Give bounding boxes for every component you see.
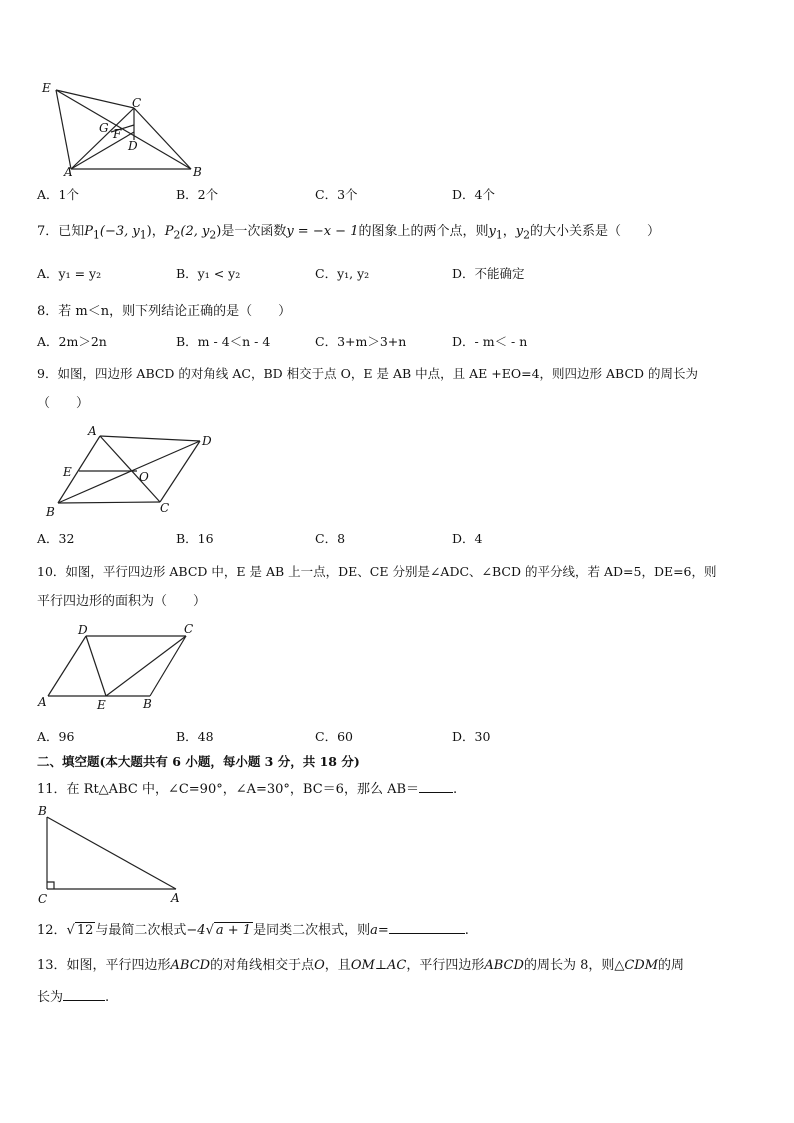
q6-option-c: C．3个 (315, 187, 358, 202)
q9-option-b: B．16 (176, 531, 214, 546)
q10-option-d: D．30 (452, 729, 491, 744)
q7-option-a: A．y₁ = y₂ (37, 266, 102, 281)
q11-label-a: A (171, 891, 180, 905)
sqrt-icon: √ (66, 923, 75, 938)
q12-answer-blank[interactable] (389, 921, 465, 934)
q10-stem: 10．如图，平行四边形 ABCD 中，E 是 AB 上一点，DE、CE 分别是∠ADC、∠BCD 的平分线，若 AD=5，DE=6，则 (37, 564, 717, 579)
q10-option-c: C．60 (315, 729, 353, 744)
q11-label-b: B (38, 804, 47, 818)
q6-label-f: F (113, 127, 122, 141)
q11-stem: 11．在 Rt△ABC 中，∠C=90°，∠A=30°，BC＝6，那么 AB＝ . (37, 782, 458, 797)
q9-option-a: A．32 (37, 531, 75, 546)
q6-label-g: G (99, 121, 109, 135)
q10-label-b: B (143, 697, 152, 711)
q6-label-b: B (193, 165, 202, 179)
q11-label-c: C (38, 892, 48, 905)
q8-option-b: B．m - 4＜n - 4 (176, 334, 271, 349)
q11-answer-blank[interactable] (419, 780, 453, 793)
q12-stem: 12．√ 12 与最简二次根式−4√ a + 1 是同类二次根式，则a= . (37, 923, 469, 938)
q10-option-a: A．96 (37, 729, 75, 744)
q8-option-d: D．- m＜ - n (452, 334, 528, 349)
q6-figure (36, 80, 216, 180)
q6-label-d: D (128, 139, 138, 153)
q6-label-e: E (42, 81, 51, 95)
q9-option-c: C．8 (315, 531, 346, 546)
q10-stem-cont: 平行四边形的面积为（ ） (37, 594, 207, 609)
q9-label-e: E (63, 465, 72, 479)
q10-label-e: E (97, 698, 106, 712)
q9-option-d: D．4 (452, 531, 483, 546)
q13-answer-blank[interactable] (63, 988, 105, 1001)
q6-label-a: A (64, 165, 73, 179)
q10-label-c: C (184, 622, 194, 636)
q10-option-b: B．48 (176, 729, 214, 744)
q6-option-d: D．4个 (452, 187, 495, 202)
q8-stem: 8．若 m＜n，则下列结论正确的是（ ） (37, 304, 292, 319)
q9-label-b: B (46, 505, 55, 519)
q9-label-d: D (202, 434, 212, 448)
q9-stem: 9．如图，四边形 ABCD 的对角线 AC，BD 相交于点 O，E 是 AB 中点，且 AE +EO=4，则四边形 ABCD 的周长为 (37, 366, 699, 381)
q9-figure (40, 420, 230, 520)
q9-label-o: O (139, 470, 149, 484)
q6-option-a: A．1个 (37, 187, 79, 202)
q6-label-c: C (132, 96, 142, 110)
q13-stem: 13．如图，平行四边形ABCD的对角线相交于点O，且OM⊥AC，平行四边形ABCD的周长为 8，则△CDM的周 (37, 958, 685, 973)
section-heading-fill-in: 二、填空题(本大题共有 6 小题，每小题 3 分，共 18 分) (37, 754, 360, 769)
q10-label-a: A (38, 695, 47, 709)
q10-figure (36, 620, 206, 715)
q7-option-c: C．y₁, y₂ (315, 266, 370, 281)
q8-option-c: C．3+m＞3+n (315, 334, 407, 349)
q10-label-d: D (78, 623, 88, 637)
q9-label-c: C (160, 501, 170, 515)
q8-option-a: A．2m＞2n (37, 334, 107, 349)
q13-stem-cont: 长为 . (37, 990, 110, 1005)
q7-stem: 7．已知$P_1(-3$, $y_1$)，$P_2(2$, $y_2$)是一次函数y = −x − 1的图象上的两个点，则$y_1$，$y_2$的大小关系是（ ） (37, 224, 661, 242)
sqrt-icon: √ (205, 923, 214, 938)
q9-stem-cont: （ ） (37, 396, 90, 411)
q6-option-b: B．2个 (176, 187, 219, 202)
q9-label-a: A (88, 424, 97, 438)
q7-option-d: D．不能确定 (452, 266, 525, 281)
q7-option-b: B．y₁ < y₂ (176, 266, 241, 281)
q11-figure (36, 803, 186, 905)
